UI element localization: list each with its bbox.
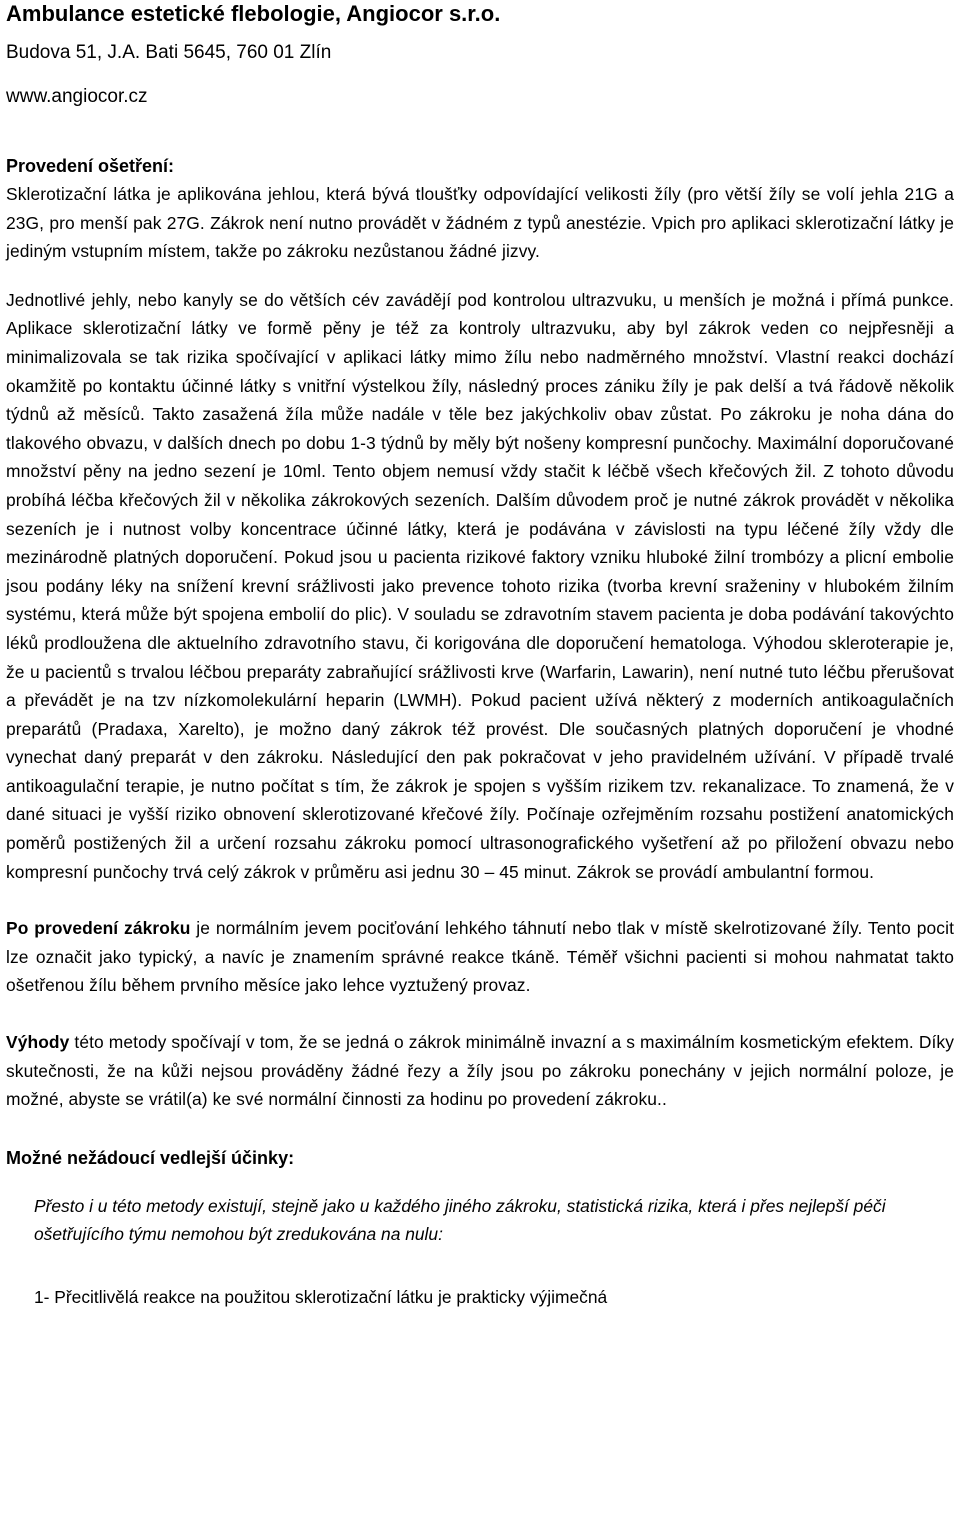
clinic-address: Budova 51, J.A. Bati 5645, 760 01 Zlín: [6, 42, 332, 63]
side-effects-list: [6, 1283, 954, 1312]
procedure-heading: Provedení ošetření:: [6, 156, 175, 176]
side-effects-intro: Přesto i u této metody existují, stejně jako u každého jiného zákroku, statistická rizika, která i přes nejlepší péči ošetřujícího týmu nemohou být zredukována na nulu:: [34, 1195, 886, 1245]
after-procedure-text: je normálním jevem pociťování lehkého táhnutí nebo tlak v místě skelrotizované žíly. Tento pocit lze označit jako typický, a navíc je znamením správné reakce tkáně. Téměř všichni pacienti si mohou nahmatat takto ošetřenou žílu během prvního měsíce jako lehce vyztužený provaz.: [6, 918, 954, 996]
after-procedure-lead: Po provedení zákroku: [6, 918, 191, 939]
document-page: [6, 0, 954, 1312]
side-effects-heading: Možné nežádoucí vedlejší účinky:: [6, 1147, 295, 1168]
benefits-paragraph: [6, 1028, 954, 1114]
procedure-paragraph-1: Sklerotizační látka je aplikována jehlou, která bývá tloušťky odpovídající velikosti žíly (pro větší žíly se volí jehla 21G a 23G, pro menší pak 27G. Zákrok není nutno provádět v žádném z typů anestézie. Vpich pro aplikaci sklerotizační látky je jediným vstupním místem, takže po zákroku nezůstanou žádné jizvy.: [6, 184, 954, 262]
after-procedure-paragraph: [6, 914, 954, 1000]
benefits-lead: Výhody: [6, 1032, 70, 1053]
clinic-website[interactable]: www.angiocor.cz: [6, 86, 148, 107]
benefits-text: této metody spočívají v tom, že se jedná o zákrok minimálně invazní a s maximálním kosmetickým efektem. Díky skutečnosti, že na kůži nejsou prováděny žádné řezy a žíly jsou po zákroku ponechány v jejich normální poloze, je možné, abyste se vrátil(a) ke své normální činnosti za hodinu po provedení zákroku..: [6, 1032, 954, 1110]
list-item: 1- Přecitlivělá reakce na použitou sklerotizační látku je prakticky výjimečná: [34, 1287, 608, 1307]
procedure-paragraph-2: Jednotlivé jehly, nebo kanyly se do větších cév zavádějí pod kontrolou ultrazvuku, u menších je možná i přímá punkce. Aplikace sklerotizační látky ve formě pěny je též za kontroly ultrazvuku, aby byl zákrok veden co nejpřesněji a minimalizovala se tak rizika spočívající v aplikaci látky mimo žílu nebo nadměrného množství. Vlastní reakci dochází okamžitě po kontaktu účinné látky s vnitřní výstelkou žíly, následný proces zániku žíly je pak delší a tvá řádově několik týdnů až měsíců. Takto zasažená žíla může nadále v těle bez jakýchkoliv obav zůstat. Po zákroku je noha dána do tlakového obvazu, v dalších dnech po dobu 1-3 týdnů by měly být nošeny kompresní punčochy. Maximální doporučované množství pěny na jedno sezení je 10ml. Tento objem nemusí vždy stačit k léčbě všech křečových žil. Z tohoto důvodu probíhá léčba křečových žil v několika zákrokových sezeních. Dalším důvodem proč je nutné zákrok provádět v několika sezeních je i nutnost volby koncentrace účinné látky, která je podávána v závislosti na typu léčené žíly vždy dle mezinárodně platných doporučení. Pokud jsou u pacienta rizikové faktory vzniku hluboké žilní trombózy a plicní embolie jsou podány léky na snížení krevní srážlivosti jako prevence tohoto rizika (tvorba krevní sraženiny v hlubokém žilním systému, která může být spojena embolií do plic). V souladu se zdravotním stavem pacienta je doba podávání takovýchto léků prodloužena dle aktuelního zdravotního stavu, či korigována dle doporučení hematologa. Výhodou skleroterapie je, že u pacientů s trvalou léčbou preparáty zabraňující srážlivosti krve (Warfarin, Lawarin), není nutné tuto léčbu přerušovat a převádět je na tzv nízkomolekulární heparin (LWMH). Pokud pacient užívá některý z moderních antikoagulačních preparátů (Pradaxa, Xarelto), je možno daný zákrok též provést. Dle současných platných doporučení je vhodné vynechat daný preparát v den zákroku. Následující den pak pokračovat v jeho pravidelném užívání. V případě trvalé antikoagulační terapie, je nutno počítat s tím, že zákrok je spojen s vyšším rizikem tzv. rekanalizace. To znamená, že v dané situaci je vyšší riziko obnovení sklerotizované křečové žíly. Počínaje ozřejměním rozsahu postižení anatomických poměrů postižených žil a určení rozsahu zákroku pomocí ultrasonografického vyšetření až po přiložení obvazu nebo kompresní punčochy trvá celý zákrok v průměru asi jednu 30 – 45 minut. Zákrok se provádí ambulantní formou.: [6, 289, 954, 882]
clinic-title: Ambulance estetické flebologie, Angiocor s.r.o.: [6, 1, 501, 26]
